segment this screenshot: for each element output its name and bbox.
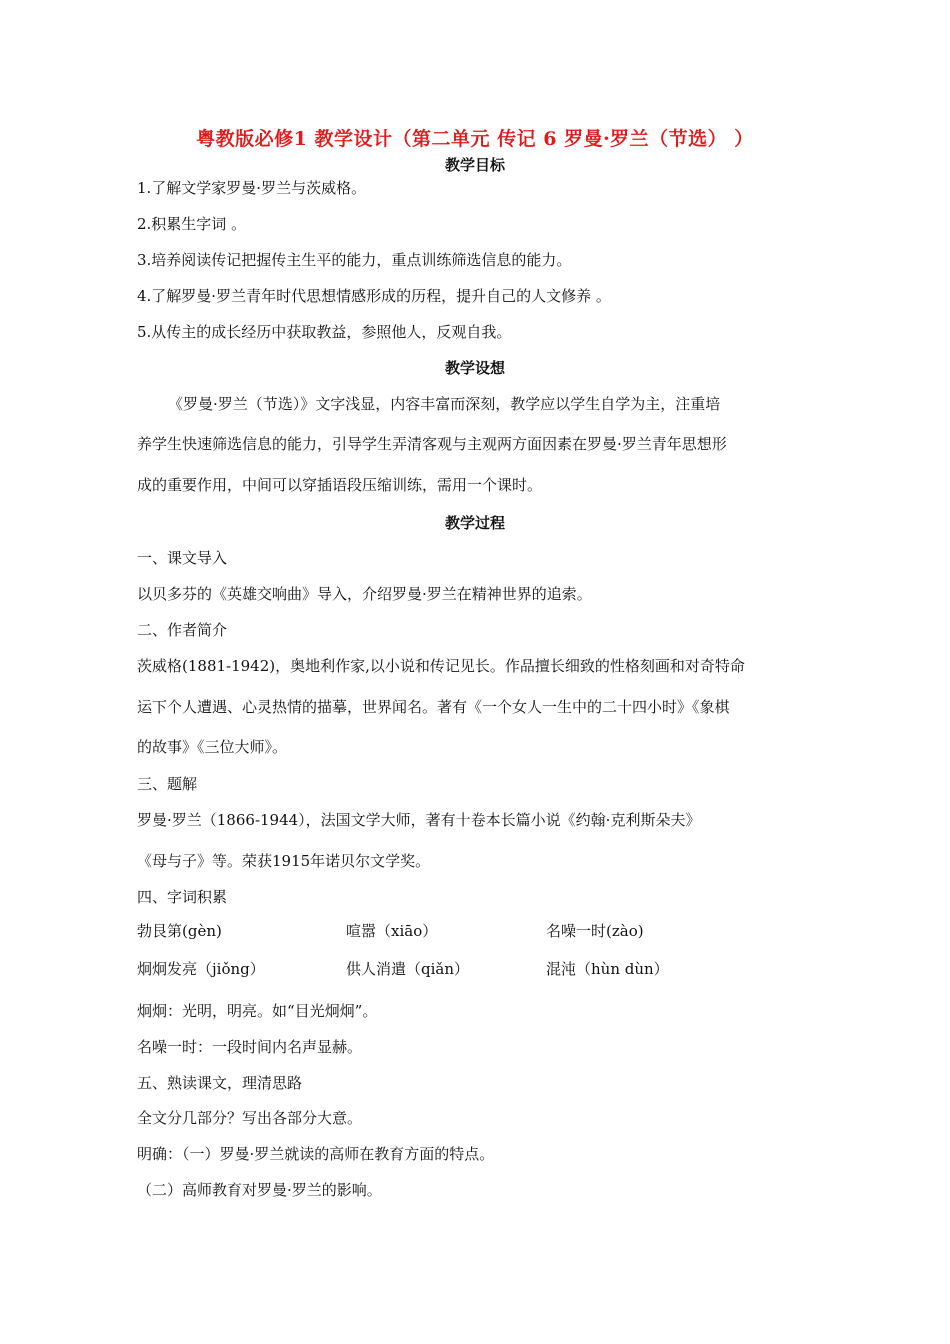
section-text: （二）高师教育对罗曼·罗兰的影响。 <box>137 1181 382 1199</box>
concept-heading: 教学设想 <box>444 359 505 377</box>
goal-item: 2.积累生字词 。 <box>137 215 247 233</box>
goal-item: 4.了解罗曼·罗兰青年时代思想情感形成的历程，提升自己的人文修养 。 <box>137 287 611 305</box>
vocab-note: 炯炯：光明，明亮。如“目光炯炯”。 <box>137 1002 378 1020</box>
vocab-item: 混沌（hùn dùn） <box>546 960 669 978</box>
section-title: 一、课文导入 <box>137 549 228 567</box>
concept-paragraph-line: 《罗曼·罗兰（节选）》文字浅显，内容丰富而深刻，教学应以学生自学为主，注重培 <box>168 395 721 413</box>
section-text: 茨威格(1881-1942)，奥地利作家,以小说和传记见长。作品擅长细致的性格刻画和对奇特命 <box>137 657 745 675</box>
section-title: 二、作者简介 <box>137 621 228 639</box>
section-text: 罗曼·罗兰（1866-1944），法国文学大师，著有十卷本长篇小说《约翰·克利斯朵夫》 <box>137 811 701 829</box>
vocab-item: 供人消遣（qiǎn） <box>346 960 470 978</box>
section-text: 《母与子》等。荣获1915年诺贝尔文学奖。 <box>137 852 431 870</box>
concept-paragraph-line: 养学生快速筛选信息的能力，引导学生弄清客观与主观两方面因素在罗曼·罗兰青年思想形 <box>137 435 727 453</box>
goal-item: 1.了解文学家罗曼·罗兰与茨威格。 <box>137 179 367 197</box>
section-title: 三、题解 <box>137 775 198 793</box>
document-title: 粤教版必修1 教学设计（第二单元 传记 6 罗曼·罗兰（节选） ） <box>196 128 754 150</box>
goal-item: 5.从传主的成长经历中获取教益，参照他人，反观自我。 <box>137 323 512 341</box>
process-heading: 教学过程 <box>444 514 505 532</box>
section-text: 运下个人遭遇、心灵热情的描摹，世界闻名。著有《一个女人一生中的二十四小时》《象棋 <box>137 698 730 716</box>
section-text: 明确：（一）罗曼·罗兰就读的高师在教育方面的特点。 <box>137 1145 495 1163</box>
vocab-note: 名噪一时：一段时间内名声显赫。 <box>137 1038 363 1056</box>
goals-heading: 教学目标 <box>444 156 505 174</box>
section-text: 的故事》《三位大师》。 <box>137 738 288 756</box>
goal-item: 3.培养阅读传记把握传主生平的能力，重点训练筛选信息的能力。 <box>137 251 572 269</box>
section-text: 全文分几部分？写出各部分大意。 <box>137 1109 363 1127</box>
section-text: 以贝多芬的《英雄交响曲》导入，介绍罗曼·罗兰在精神世界的追索。 <box>137 585 592 603</box>
section-title: 四、字词积累 <box>137 888 228 906</box>
vocab-item: 名噪一时(zào) <box>546 922 644 940</box>
section-title: 五、熟读课文，理清思路 <box>137 1074 303 1092</box>
concept-paragraph-line: 成的重要作用，中间可以穿插语段压缩训练，需用一个课时。 <box>137 476 543 494</box>
vocab-item: 喧嚣（xiāo） <box>346 922 438 940</box>
vocab-item: 炯炯发亮（jiǒng） <box>137 960 265 978</box>
vocab-item: 勃艮第(gèn) <box>137 922 222 940</box>
